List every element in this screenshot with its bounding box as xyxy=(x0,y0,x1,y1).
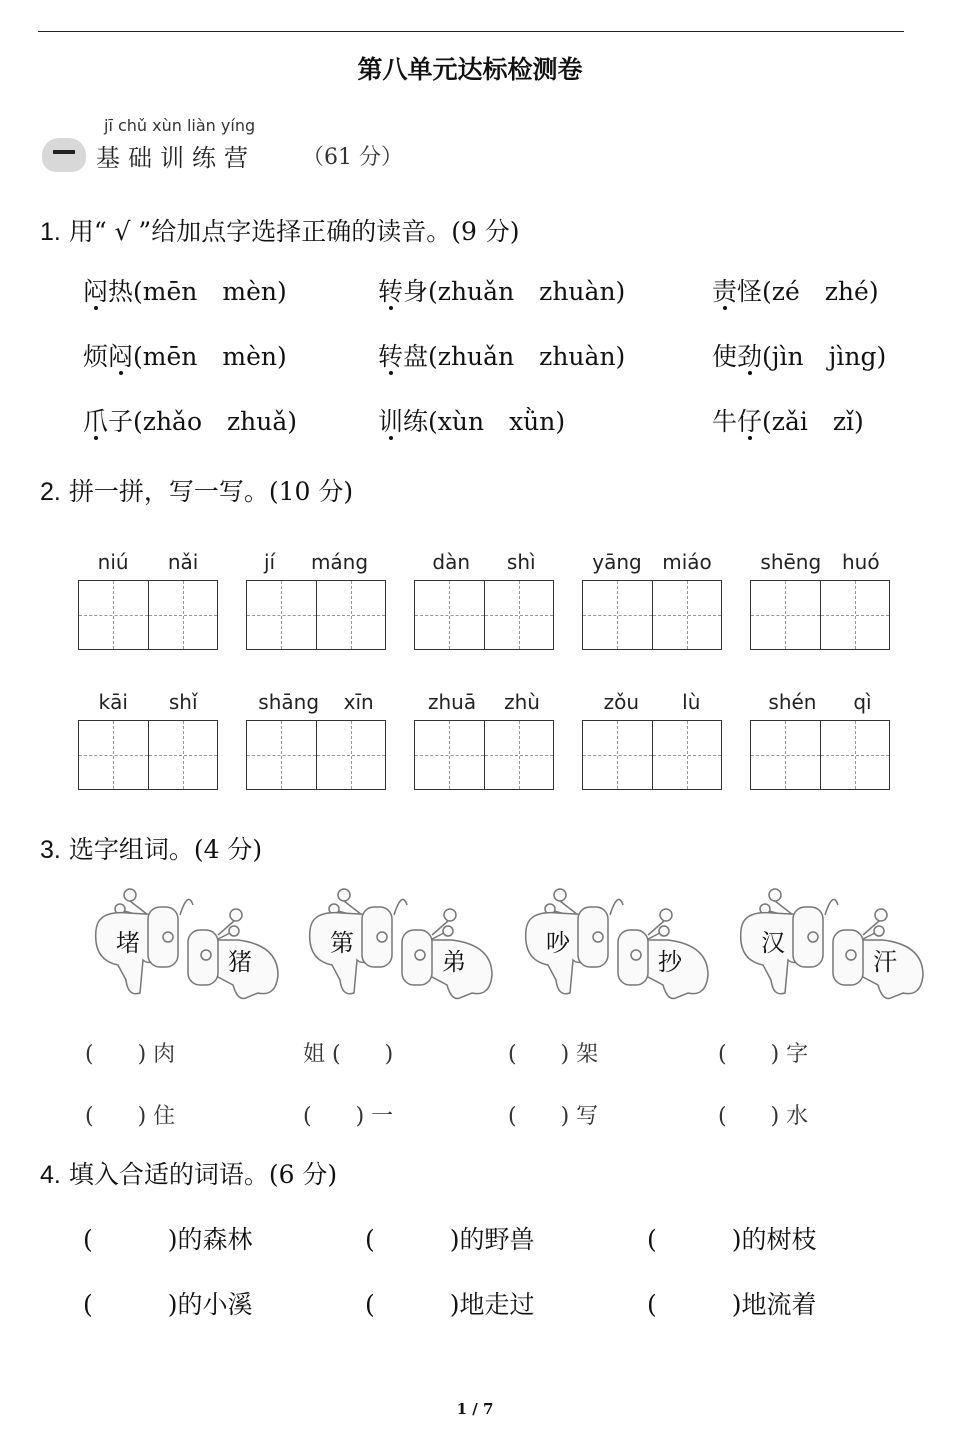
pronunciation-item xyxy=(378,402,565,438)
character: 怪 xyxy=(737,277,763,306)
mitten-character: 堵 xyxy=(116,929,140,957)
pronunciation-item xyxy=(712,402,864,438)
character: 子 xyxy=(108,407,134,436)
pinyin-label xyxy=(414,550,554,574)
pinyin-syllable: nǎi xyxy=(167,550,199,574)
pinyin-syllable: kāi xyxy=(98,690,128,714)
pinyin-options[interactable]: (zhuǎn zhuàn) xyxy=(428,277,626,306)
writing-grid[interactable] xyxy=(414,580,554,650)
pinyin-syllable: miáo xyxy=(662,550,712,574)
page-title: 第八单元达标检测卷 xyxy=(357,55,583,84)
tianzige-cell[interactable] xyxy=(485,721,554,789)
dotted-character: 训 xyxy=(378,407,404,436)
pinyin-syllable: zhuā xyxy=(428,690,477,714)
section-title: 基础训练营 xyxy=(96,144,256,172)
mitten-character: 第 xyxy=(330,929,354,957)
tianzige-cell[interactable] xyxy=(653,721,722,789)
writing-grid[interactable] xyxy=(414,720,554,790)
word-blank[interactable]: ( ) 水 xyxy=(718,1104,809,1129)
tianzige-cell[interactable] xyxy=(79,721,149,789)
dotted-character: 闷 xyxy=(83,277,109,306)
tianzige-cell[interactable] xyxy=(485,581,554,649)
pinyin-syllable: niú xyxy=(97,550,129,574)
pinyin-options[interactable]: (zhuǎn zhuàn) xyxy=(428,342,626,371)
pinyin-syllable: shǐ xyxy=(168,690,198,714)
page-number: 1 / 7 xyxy=(456,1400,494,1418)
pronunciation-item xyxy=(712,272,879,308)
section-number-badge xyxy=(42,138,86,172)
pronunciation-item xyxy=(83,402,297,438)
writing-grid[interactable] xyxy=(750,580,890,650)
character: 牛 xyxy=(712,407,738,436)
dotted-character: 仔 xyxy=(737,407,763,436)
question-number: 4. xyxy=(40,1161,61,1189)
question-text: 填入合适的词语。(6 分) xyxy=(68,1160,338,1189)
fill-in-phrase[interactable]: ( )地走过 xyxy=(365,1290,535,1319)
tianzige-cell[interactable] xyxy=(653,581,722,649)
writing-grid[interactable] xyxy=(78,720,218,790)
question-number: 1. xyxy=(40,218,61,246)
writing-grid[interactable] xyxy=(582,720,722,790)
fill-in-phrase[interactable]: ( )的小溪 xyxy=(83,1290,253,1319)
pronunciation-item xyxy=(83,272,287,308)
pinyin-syllable: shén xyxy=(768,690,817,714)
mitten-pair-illustration xyxy=(88,885,283,1003)
pinyin-syllable: yāng xyxy=(592,550,642,574)
tianzige-cell[interactable] xyxy=(149,581,218,649)
word-blank[interactable]: ( ) 写 xyxy=(508,1104,599,1129)
tianzige-cell[interactable] xyxy=(821,581,890,649)
pinyin-syllable: xīn xyxy=(343,690,374,714)
pinyin-syllable: zhù xyxy=(504,690,540,714)
word-blank[interactable]: ( ) 架 xyxy=(508,1042,599,1067)
mitten-character: 吵 xyxy=(546,929,570,957)
dotted-character: 转 xyxy=(378,277,404,306)
pinyin-syllable: qì xyxy=(853,690,872,714)
writing-grid[interactable] xyxy=(78,580,218,650)
pronunciation-item xyxy=(378,272,625,308)
question-text: 选字组词。(4 分) xyxy=(68,835,263,864)
word-blank[interactable]: ( ) 住 xyxy=(85,1104,176,1129)
pinyin-syllable: dàn xyxy=(432,550,471,574)
word-blank[interactable]: ( ) 一 xyxy=(303,1104,394,1129)
pinyin-syllable: máng xyxy=(310,550,369,574)
word-blank[interactable]: 姐 ( ) xyxy=(303,1042,394,1067)
pinyin-options[interactable]: (zǎi zǐ) xyxy=(762,407,864,436)
question-text: 拼一拼，写一写。(10 分) xyxy=(68,477,354,506)
mitten-character: 汗 xyxy=(873,948,897,976)
pinyin-label xyxy=(750,550,890,574)
pinyin-options[interactable]: (zé zhé) xyxy=(762,277,879,306)
pinyin-label xyxy=(246,690,386,714)
mitten-pair-illustration xyxy=(302,885,497,1003)
tianzige-cell[interactable] xyxy=(79,581,149,649)
word-blank[interactable]: ( ) 肉 xyxy=(85,1042,176,1067)
character: 使 xyxy=(712,342,738,371)
word-blank[interactable]: ( ) 字 xyxy=(718,1042,809,1067)
character: 盘 xyxy=(403,342,429,371)
tianzige-cell[interactable] xyxy=(751,721,821,789)
question-4 xyxy=(40,1155,337,1191)
tianzige-cell[interactable] xyxy=(247,581,317,649)
tianzige-cell[interactable] xyxy=(247,721,317,789)
dotted-character: 爪 xyxy=(83,407,109,436)
mitten-character: 猪 xyxy=(228,948,252,976)
tianzige-cell[interactable] xyxy=(149,721,218,789)
section-pinyin: jī chǔ xùn liàn yíng xyxy=(104,116,256,135)
pinyin-label xyxy=(78,550,218,574)
tianzige-cell[interactable] xyxy=(821,721,890,789)
section-number-one xyxy=(53,150,75,154)
tianzige-cell[interactable] xyxy=(583,581,653,649)
character: 练 xyxy=(403,407,429,436)
character: 热 xyxy=(108,277,134,306)
pinyin-label xyxy=(750,690,890,714)
pinyin-label xyxy=(582,550,722,574)
mitten-pair-illustration xyxy=(518,885,713,1003)
tianzige-cell[interactable] xyxy=(415,581,485,649)
question-3 xyxy=(40,830,262,866)
character: 烦 xyxy=(83,342,109,371)
fill-in-phrase[interactable]: ( )地流着 xyxy=(647,1290,817,1319)
pinyin-syllable: shì xyxy=(506,550,536,574)
tianzige-cell[interactable] xyxy=(583,721,653,789)
writing-grid[interactable] xyxy=(750,720,890,790)
pinyin-options[interactable]: (zhǎo zhuǎ) xyxy=(133,407,298,436)
pronunciation-item xyxy=(712,337,886,373)
top-rule xyxy=(38,31,904,32)
fill-in-phrase[interactable]: ( )的野兽 xyxy=(365,1225,535,1254)
tianzige-cell[interactable] xyxy=(317,581,386,649)
character: 身 xyxy=(403,277,429,306)
pinyin-label xyxy=(246,550,386,574)
dotted-character: 闷 xyxy=(108,342,134,371)
mitten-pair-illustration xyxy=(733,885,928,1003)
question-2 xyxy=(40,472,353,508)
writing-grid[interactable] xyxy=(246,580,386,650)
pronunciation-item xyxy=(83,337,287,373)
pinyin-syllable: huó xyxy=(842,550,880,574)
pinyin-options[interactable]: (xùn xǜn) xyxy=(428,407,566,436)
tianzige-cell[interactable] xyxy=(751,581,821,649)
dotted-character: 责 xyxy=(712,277,738,306)
pinyin-syllable: shēng xyxy=(760,550,822,574)
pinyin-options[interactable]: (jìn jìng) xyxy=(762,342,887,371)
section-score: （61 分） xyxy=(302,145,403,170)
writing-grid[interactable] xyxy=(582,580,722,650)
mitten-character: 抄 xyxy=(658,948,682,976)
question-number: 3. xyxy=(40,836,61,864)
question-number: 2. xyxy=(40,478,61,506)
pronunciation-item xyxy=(378,337,625,373)
dotted-character: 劲 xyxy=(737,342,763,371)
pinyin-syllable: shāng xyxy=(258,690,320,714)
fill-in-phrase[interactable]: ( )的树枝 xyxy=(647,1225,817,1254)
pinyin-options[interactable]: (mēn mèn) xyxy=(133,277,287,306)
tianzige-cell[interactable] xyxy=(415,721,485,789)
mitten-character: 汉 xyxy=(761,929,785,957)
pinyin-label xyxy=(78,690,218,714)
dotted-character: 转 xyxy=(378,342,404,371)
tianzige-cell[interactable] xyxy=(317,721,386,789)
writing-grid[interactable] xyxy=(246,720,386,790)
mitten-character: 弟 xyxy=(442,948,466,976)
pinyin-syllable: zǒu xyxy=(603,690,639,714)
fill-in-phrase[interactable]: ( )的森林 xyxy=(83,1225,253,1254)
pinyin-syllable: jí xyxy=(263,550,276,574)
pinyin-syllable: lù xyxy=(682,690,701,714)
question-text: 用“ √ ”给加点字选择正确的读音。(9 分) xyxy=(68,217,520,246)
pinyin-label xyxy=(582,690,722,714)
question-1 xyxy=(40,212,520,248)
pinyin-options[interactable]: (mēn mèn) xyxy=(133,342,287,371)
pinyin-label xyxy=(414,690,554,714)
